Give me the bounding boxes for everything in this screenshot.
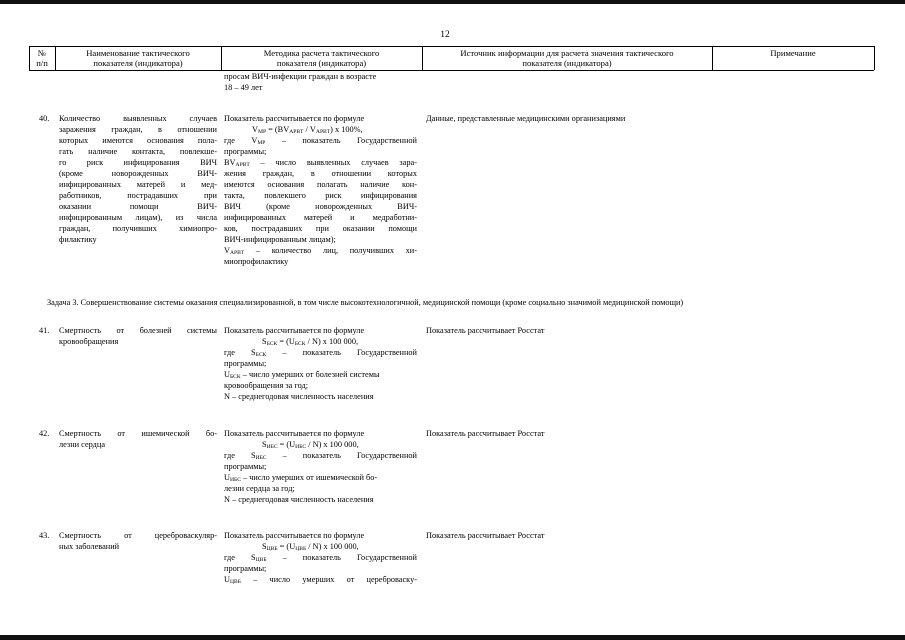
formula: VМР = (BVАРВТ / VАРВТ) x 100%, bbox=[252, 125, 363, 135]
header-note: Примечание bbox=[770, 48, 816, 58]
formula: SЦВБ = (UЦВБ / N) x 100 000, bbox=[262, 542, 359, 552]
header-num: № п/п bbox=[36, 48, 48, 68]
formula: SБСК = (UБСК / N) x 100 000, bbox=[262, 337, 359, 347]
header-divider bbox=[874, 46, 875, 70]
information-source: Показатель рассчитывает Росстат bbox=[426, 326, 545, 335]
row-number: 43. bbox=[39, 531, 50, 540]
page-number: 12 bbox=[440, 30, 450, 40]
bottom-scan-border bbox=[0, 635, 905, 640]
header-method: Методика расчета тактического показателя (индикатора) bbox=[263, 48, 380, 68]
row-number: 42. bbox=[39, 429, 50, 438]
information-source: Показатель рассчитывает Росстат bbox=[426, 531, 545, 540]
formula: SИБС = (UИБС / N) x 100 000, bbox=[262, 440, 359, 450]
information-source: Показатель рассчитывает Росстат bbox=[426, 429, 545, 438]
top-scan-border bbox=[0, 0, 905, 4]
row-number: 40. bbox=[39, 114, 50, 123]
header-indicator-name: Наименование тактического показателя (индикатора) bbox=[86, 48, 190, 68]
row-number: 41. bbox=[39, 326, 50, 335]
header-top-rule bbox=[29, 46, 874, 47]
header-source: Источник информации для расчета значения тактического показателя (индикатора) bbox=[460, 48, 674, 68]
task-heading: Задача 3. Совершенствование системы оказания специализированной, в том числе высокотехнологичной, медицинской помощи (кроме социально значимой медицинской помощи) bbox=[47, 298, 684, 307]
information-source: Данные, представленные медицинскими организациями bbox=[426, 114, 626, 123]
header-bottom-rule bbox=[29, 70, 874, 71]
